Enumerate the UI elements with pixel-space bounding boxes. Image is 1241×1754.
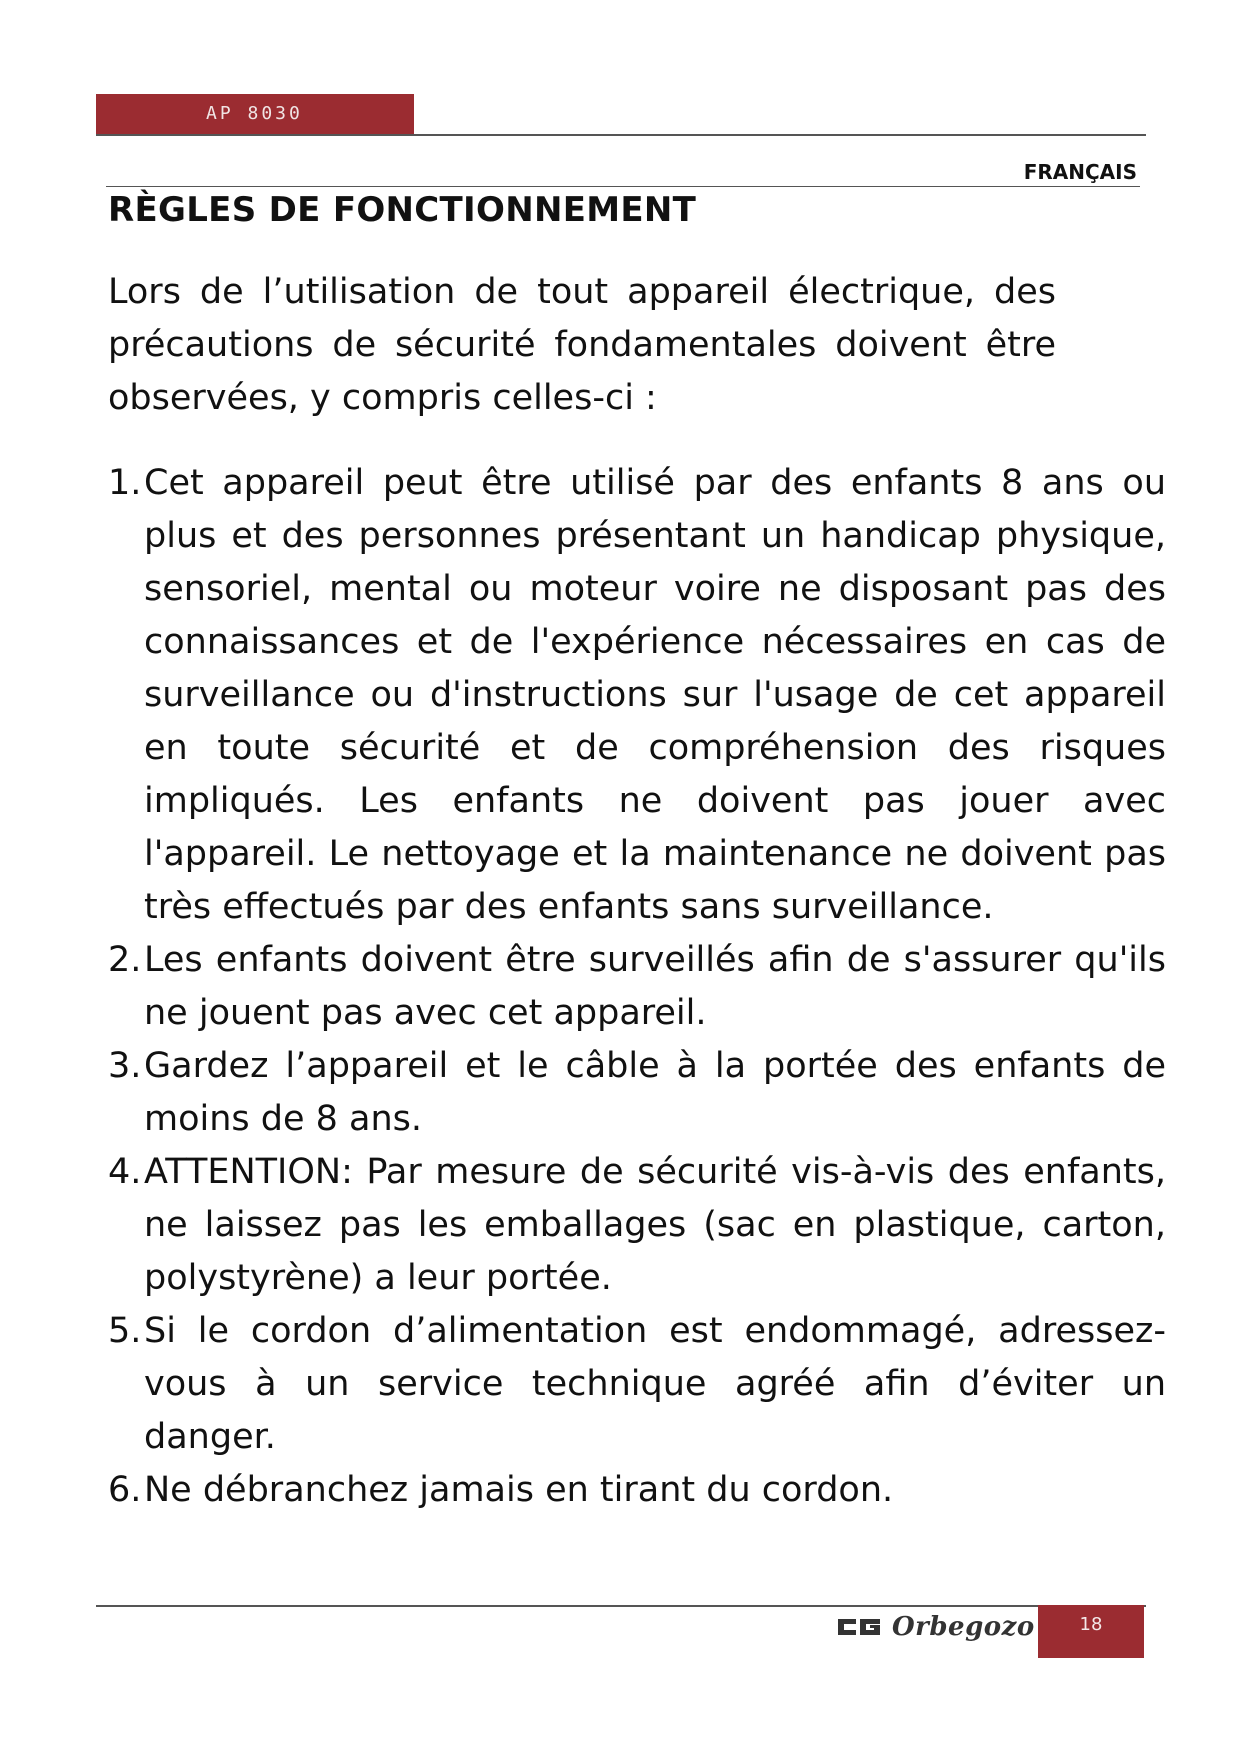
list-item [108,457,1166,934]
list-item [108,1305,1166,1464]
language-divider [106,186,1140,187]
item-number: 1. [108,463,142,503]
list-item [108,1146,1166,1305]
item-number: 4. [108,1152,142,1192]
brand-logo [836,1612,1035,1642]
list-item [108,1040,1166,1146]
footer-divider [96,1605,1146,1607]
section-title: RÈGLES DE FONCTIONNEMENT [108,190,697,230]
item-number: 3. [108,1046,142,1086]
item-text: Gardez l’appareil et le câble à la portée des enfants de moins de 8 ans. [144,1046,1166,1139]
brand-name: Orbegozo [892,1612,1035,1642]
language-label: FRANÇAIS [1023,160,1137,184]
item-text: Cet appareil peut être utilisé par des enfants 8 ans ou plus et des personnes présentant un handicap physique, sensoriel, mental ou moteur voire ne disposant pas des connaissances et de l'expérience nécessaires en cas de surveillance ou d'instructions sur l'usage de cet appareil en toute sécurité et de compréhension des risques impliqués. Les enfants ne doivent pas jouer avec l'appareil. Le nettoyage et la maintenance ne doivent pas très effectués par des enfants sans surveillance. [144,463,1166,927]
item-number: 6. [108,1470,142,1510]
list-item [108,1464,1166,1517]
intro-paragraph: Lors de l’utilisation de tout appareil électrique, des précautions de sécurité fondamentales doivent être observées, y compris celles-ci : [108,272,1056,418]
item-text: Les enfants doivent être surveillés afin de s'assurer qu'ils ne jouent pas avec cet appareil. [144,940,1166,1033]
item-number: 2. [108,940,142,980]
page-number-box [1038,1605,1144,1658]
cg-logo-icon [836,1615,882,1639]
item-text: ATTENTION: Par mesure de sécurité vis-à-vis des enfants, ne laissez pas les emballages (sac en plastique, carton, polystyrène) a leur portée. [144,1152,1166,1298]
item-text: Ne débranchez jamais en tirant du cordon. [144,1470,894,1510]
header-divider [96,134,1146,136]
model-label: AP 8030 [206,103,303,124]
item-text: Si le cordon d’alimentation est endommagé, adressez-vous à un service technique agréé afin d’éviter un danger. [144,1311,1166,1457]
page-number: 18 [1079,1614,1103,1635]
list-item [108,934,1166,1040]
model-tab [96,94,414,134]
item-number: 5. [108,1311,142,1351]
rules-list [108,457,1166,1517]
